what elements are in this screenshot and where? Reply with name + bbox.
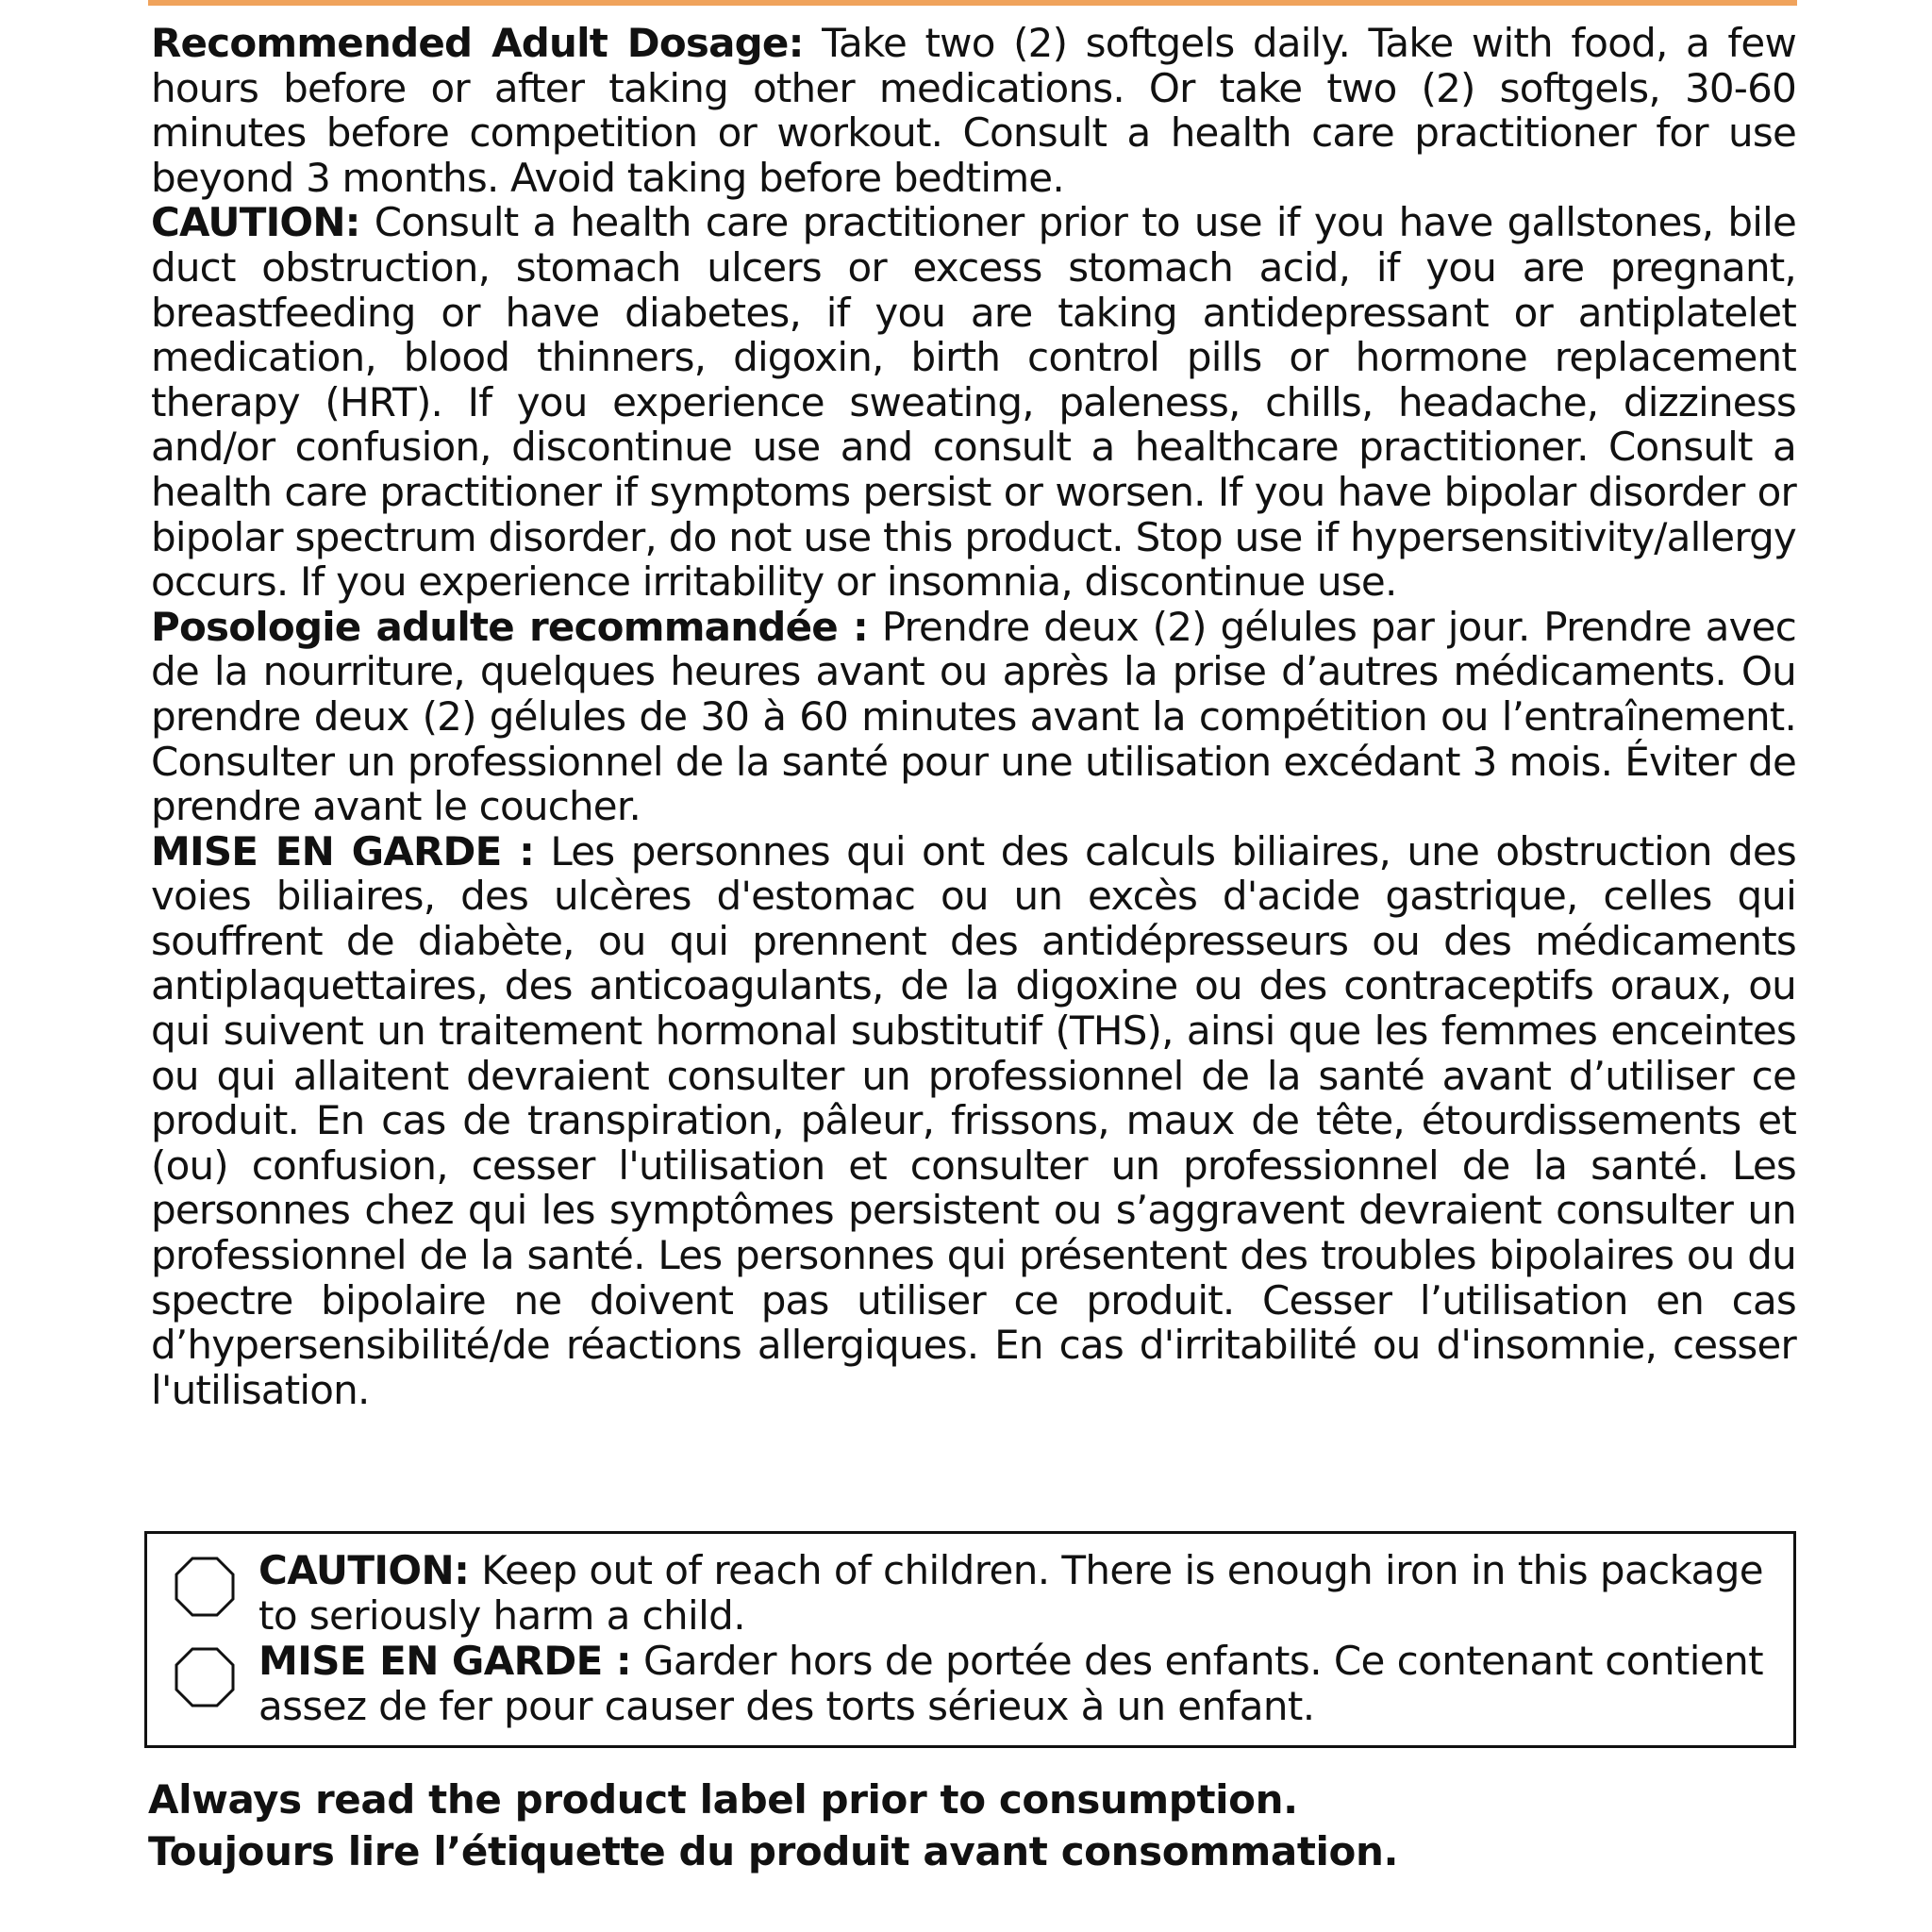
dosage-en-body: Take two (2) softgels daily. Take with food, a few hours before or after taking other medications. Or take two (2) softgels, 30-60 minutes before competition or workout. Consult a health care practitioner for use beyond 3 months. Avoid taking before bedtime. xyxy=(151,20,1796,201)
iron-warning-en-body: Keep out of reach of children. There is enough iron in this package to seriously harm a child. xyxy=(258,1547,1763,1639)
caution-en-heading: CAUTION: xyxy=(151,199,360,246)
iron-warning-fr-text xyxy=(258,1639,1763,1729)
read-label-footer xyxy=(148,1774,1790,1877)
iron-warning-fr-heading: MISE EN GARDE : xyxy=(258,1638,632,1684)
dosage-fr-body: Prendre deux (2) gélules par jour. Prendre avec de la nourriture, quelques heures avant ou après la prise d’autres médicaments. Ou prendre deux (2) gélules de 30 à 60 minutes avant la compétition ou l’entraînement. Consulter un professionnel de la santé pour une utilisation excédant 3 mois. Éviter de prendre avant le coucher. xyxy=(151,603,1796,830)
top-accent-rule xyxy=(148,0,1797,6)
caution-en-paragraph xyxy=(151,200,1796,604)
octagon-warning-icon xyxy=(174,1646,236,1708)
caution-fr-body: Les personnes qui ont des calculs biliaires, une obstruction des voies biliaires, des ulcères d'estomac ou un excès d'acide gastrique, celles qui souffrent de diabète, ou qui prennent des antidépresseurs ou des médicaments antiplaquettaires, des anticoagulants, de la digoxine ou des contraceptifs oraux, ou qui suivent un traitement hormonal substitutif (THS), ainsi que les femmes enceintes ou qui allaitent devraient consulter un professionnel de la santé avant d’utiliser ce produit. En cas de transpiration, pâleur, frissons, maux de tête, étourdissements et (ou) confusion, cesser l'utilisation et consulter un professionnel de la santé. Les personnes chez qui les symptômes persistent ou s’aggravent devraient consulter un professionnel de la santé. Les personnes qui présentent des troubles bipolaires ou du spectre bipolaire ne doivent pas utiliser ce produit. Cesser l’utilisation en cas d’hypersensibilité/de réactions allergiques. En cas d'irritabilité ou d'insomnie, cesser l'utilisation. xyxy=(151,827,1796,1413)
iron-warning-box xyxy=(144,1531,1796,1748)
footer-en: Always read the product label prior to consumption. xyxy=(148,1776,1298,1823)
dosage-fr-heading: Posologie adulte recommandée : xyxy=(151,603,868,650)
label-instructions xyxy=(151,21,1796,1412)
caution-fr-paragraph xyxy=(151,829,1796,1413)
dosage-en-paragraph xyxy=(151,21,1796,200)
octagon-warning-icon xyxy=(174,1556,236,1618)
caution-en-body: Consult a health care practitioner prior to use if you have gallstones, bile duct obstruction, stomach ulcers or excess stomach acid, if you are pregnant, breastfeeding or have diabetes, if you are taking antidepressant or antiplatelet medication, blood thinners, digoxin, birth control pills or hormone replacement therapy (HRT). If you experience sweating, paleness, chills, headache, dizziness and/or confusion, discontinue use and consult a healthcare practitioner. Consult a health care practitioner if symptoms persist or worsen. If you have bipolar disorder or bipolar spectrum disorder, do not use this product. Stop use if hypersensitivity/allergy occurs. If you experience irritability or insomnia, discontinue use. xyxy=(151,199,1796,606)
footer-fr: Toujours lire l’étiquette du produit avant consommation. xyxy=(148,1828,1399,1874)
dosage-fr-paragraph xyxy=(151,605,1796,829)
iron-warning-en-heading: CAUTION: xyxy=(258,1547,470,1593)
iron-warning-en-text xyxy=(258,1548,1763,1639)
dosage-en-heading: Recommended Adult Dosage: xyxy=(151,20,804,66)
iron-warning-fr-body: Garder hors de portée des enfants. Ce contenant contient assez de fer pour causer des torts sérieux à un enfant. xyxy=(258,1638,1763,1729)
caution-fr-heading: MISE EN GARDE : xyxy=(151,827,535,874)
